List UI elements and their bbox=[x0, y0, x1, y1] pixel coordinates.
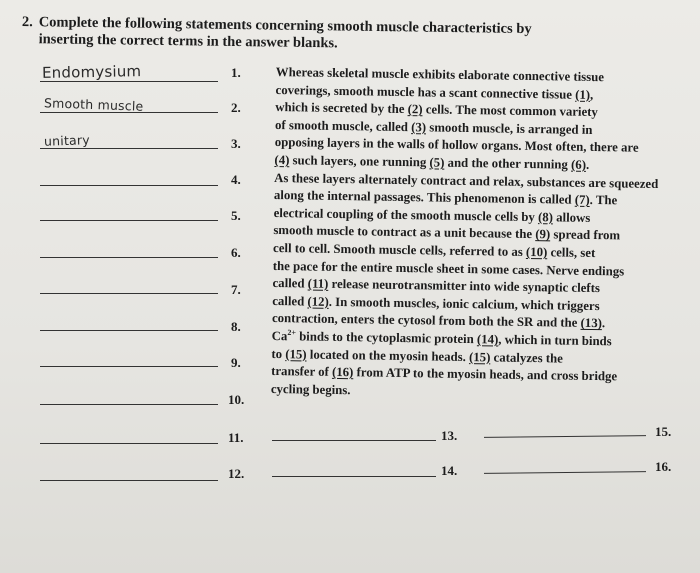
blank-ref-1: (1) bbox=[575, 87, 591, 102]
answer-blank-14[interactable] bbox=[272, 476, 436, 477]
para-text: Ca bbox=[271, 328, 288, 344]
para-text: contraction, enters the cytosol from both the SR and the bbox=[271, 311, 581, 331]
heading-line-1: Complete the following statements concerning smooth muscle characteristics by bbox=[38, 14, 532, 38]
answer-blank-8[interactable] bbox=[40, 315, 218, 331]
para-text: cell to cell. Smooth muscle cells, referred to as bbox=[273, 240, 527, 259]
answer-line bbox=[40, 480, 218, 481]
para-text: cells, set bbox=[547, 245, 596, 260]
answer-blank-11[interactable] bbox=[40, 428, 218, 444]
para-text: , bbox=[590, 87, 594, 102]
answer-number-8: 8. bbox=[231, 319, 241, 334]
answer-line bbox=[40, 443, 218, 444]
para-text: . In smooth muscles, ionic calcium, which triggers bbox=[328, 294, 600, 313]
para-text: called bbox=[272, 276, 308, 291]
question-number: 2. bbox=[21, 14, 33, 31]
answer-blank-10[interactable] bbox=[40, 389, 218, 405]
answer-line bbox=[40, 366, 218, 367]
answer-number-7: 7. bbox=[231, 282, 241, 297]
answer-number-6: 6. bbox=[231, 245, 241, 260]
para-text: release neurotransmitter into wide synaptic clefts bbox=[328, 276, 600, 296]
answer-number-9: 9. bbox=[231, 355, 241, 370]
para-text: electrical coupling of the smooth muscle cells by bbox=[273, 205, 539, 224]
answer-blank-4[interactable] bbox=[40, 170, 218, 186]
para-text: from ATP to the myosin heads, and cross bridge bbox=[353, 365, 618, 384]
para-text: spread from bbox=[550, 227, 621, 243]
answer-blank-2[interactable] bbox=[40, 97, 218, 113]
answer-blank-3[interactable] bbox=[40, 133, 218, 149]
answer-text-2: Smooth muscle bbox=[43, 95, 144, 114]
answer-line bbox=[40, 257, 218, 258]
para-text: coverings, smooth muscle has a scant connective tissue bbox=[275, 82, 576, 102]
answer-number-15: 15. bbox=[655, 424, 672, 439]
blank-ref-10: (10) bbox=[525, 244, 548, 260]
answer-number-5: 5. bbox=[231, 208, 241, 223]
answer-blank-6[interactable] bbox=[40, 242, 218, 258]
blank-ref-2: (2) bbox=[407, 102, 423, 117]
answer-blank-1[interactable] bbox=[40, 62, 218, 82]
answer-blank-9[interactable] bbox=[40, 351, 218, 367]
answer-number-4: 4. bbox=[231, 172, 241, 187]
para-text: catalyzes the bbox=[490, 349, 564, 366]
answer-line bbox=[40, 293, 218, 294]
para-text: of smooth muscle, called bbox=[274, 117, 412, 134]
answer-line bbox=[40, 330, 218, 331]
blank-ref-8: (8) bbox=[537, 209, 554, 225]
para-text: . The bbox=[589, 193, 618, 208]
answer-text-1: Endomysium bbox=[41, 62, 142, 82]
answer-number-13: 13. bbox=[441, 428, 458, 443]
para-text: cycling begins. bbox=[270, 381, 351, 397]
para-text: which is secreted by the bbox=[275, 100, 408, 117]
blank-ref-13: (13) bbox=[580, 316, 603, 331]
blank-ref-15b: (15) bbox=[468, 349, 491, 364]
answer-blank-15[interactable] bbox=[484, 435, 646, 438]
statement-paragraph bbox=[271, 64, 686, 405]
question-heading bbox=[22, 14, 582, 56]
para-text: Whereas skeletal muscle exhibits elaborate connective tissue bbox=[275, 64, 605, 85]
answer-number-11: 11. bbox=[228, 430, 244, 445]
answer-blank-5[interactable] bbox=[40, 205, 218, 221]
blank-ref-11: (11) bbox=[307, 276, 329, 291]
heading-line-2: inserting the correct terms in the answer blanks. bbox=[38, 31, 338, 52]
answer-text-3: unitary bbox=[43, 132, 91, 149]
para-text: . bbox=[585, 157, 590, 172]
blank-ref-9: (9) bbox=[535, 227, 551, 242]
blank-ref-7: (7) bbox=[574, 192, 590, 208]
blank-ref-15: (15) bbox=[285, 346, 307, 362]
para-text: the pace for the entire muscle sheet in some cases. Nerve endings bbox=[272, 258, 625, 279]
blank-ref-3: (3) bbox=[411, 119, 427, 135]
answer-blank-13[interactable] bbox=[272, 440, 436, 441]
blank-ref-4: (4) bbox=[274, 152, 290, 168]
para-text: such layers, one running bbox=[289, 153, 430, 170]
answer-blank-12[interactable] bbox=[40, 465, 218, 481]
para-text: allows bbox=[552, 210, 591, 225]
answer-number-12: 12. bbox=[228, 466, 245, 481]
para-text: smooth muscle, is arranged in bbox=[425, 120, 593, 137]
blank-ref-6: (6) bbox=[570, 157, 587, 172]
answer-number-3: 3. bbox=[231, 136, 241, 151]
blank-ref-12: (12) bbox=[307, 294, 329, 309]
para-text: opposing layers in the walls of hollow organs. Most often, there are bbox=[274, 135, 639, 156]
superscript: 2+ bbox=[287, 327, 297, 337]
para-text: called bbox=[272, 293, 308, 309]
answer-blank-7[interactable] bbox=[40, 278, 218, 294]
answer-line bbox=[40, 185, 218, 186]
answer-number-1: 1. bbox=[231, 65, 241, 80]
answer-line bbox=[40, 404, 218, 405]
para-text: along the internal passages. This phenomenon is called bbox=[273, 188, 575, 207]
para-text: and the other running bbox=[444, 155, 572, 172]
para-text: smooth muscle to contract as a unit because the bbox=[273, 223, 536, 242]
blank-ref-16: (16) bbox=[331, 365, 354, 380]
answer-line bbox=[40, 148, 218, 149]
answer-number-10: 10. bbox=[228, 392, 245, 407]
answer-number-14: 14. bbox=[441, 463, 458, 478]
para-text: transfer of bbox=[271, 364, 333, 380]
para-text: . bbox=[601, 316, 606, 331]
para-text: binds to the cytoplasmic protein bbox=[295, 329, 478, 347]
blank-ref-5: (5) bbox=[429, 155, 445, 170]
answer-line bbox=[40, 220, 218, 221]
para-text: located on the myosin heads. bbox=[306, 347, 470, 364]
para-text: As these layers alternately contract and relax, substances are squeezed bbox=[274, 170, 659, 191]
para-text: , which in turn binds bbox=[498, 332, 612, 349]
answer-number-16: 16. bbox=[655, 459, 672, 474]
para-text: to bbox=[271, 346, 286, 361]
blank-ref-14: (14) bbox=[476, 332, 499, 347]
para-text: cells. The most common variety bbox=[422, 102, 599, 120]
answer-number-2: 2. bbox=[231, 100, 241, 115]
answer-blank-16[interactable] bbox=[484, 471, 646, 474]
